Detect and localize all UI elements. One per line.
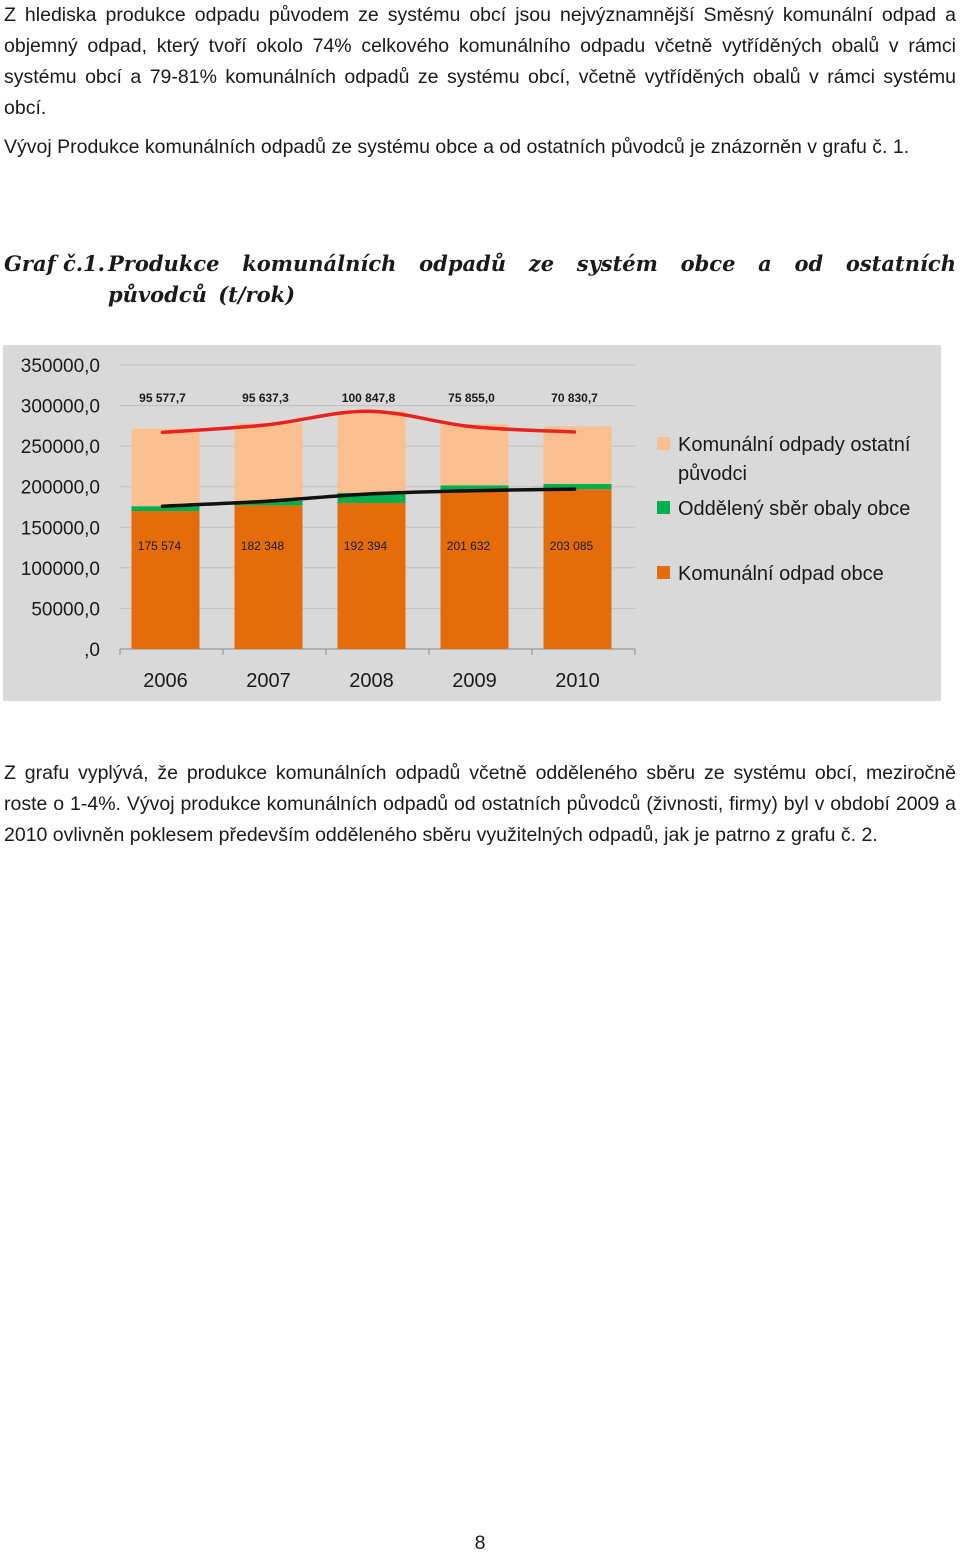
legend-swatch: [657, 437, 670, 450]
chart-caption: [4, 248, 956, 310]
legend-label: Komunální odpady ostatní: [678, 434, 911, 456]
legend-label: Oddělený sběr obaly obce: [678, 498, 911, 520]
y-tick-label: ,0: [84, 640, 100, 661]
bar-segment: [544, 489, 612, 649]
y-tick-label: 250000,0: [20, 437, 100, 459]
conclusion-paragraph: Z grafu vyplývá, že produkce komunálních odpadů včetně odděleného sběru ze systému obcí, meziročně roste o 1-4%. Vývoj produkce komunálních odpadů od ostatních původců (živnosti, firmy) byl v období 2009 a 2010 ovlivněn poklesem především odděleného sběru využitelných odpadů, jak je patrno z grafu č. 2.: [4, 762, 956, 846]
bar-segment: [235, 423, 303, 501]
legend-swatch: [657, 566, 670, 579]
data-label-top: 95 637,3: [242, 391, 289, 405]
legend-label: Komunální odpad obce: [678, 563, 884, 585]
x-tick-label: 2006: [143, 670, 188, 692]
bar-segment: [338, 411, 406, 493]
data-label-top: 70 830,7: [551, 391, 598, 405]
y-tick-label: 150000,0: [20, 518, 100, 540]
chart-caption-text: Produkce komunálních odpadů ze systém obce a od ostatních původců (t/rok): [108, 251, 956, 307]
data-label-middle: 201 632: [446, 539, 491, 553]
bar-segment: [132, 511, 200, 649]
data-label-middle: 182 348: [240, 539, 285, 553]
intro-paragraph: Z hlediska produkce odpadu původem ze systému obcí jsou nejvýznamnější Směsný komunální odpad a objemný odpad, který tvoří okolo 74% celkového komunálního odpadu včetně vytříděných obalů v rámci systému obcí a 79-81% komunálních odpadů ze systému obcí, včetně vytříděných obalů v rámci systému obcí.: [4, 4, 956, 119]
y-tick-label: 100000,0: [20, 558, 100, 580]
x-tick-label: 2008: [349, 670, 394, 692]
chart-svg: [3, 345, 941, 701]
data-label-top: 75 855,0: [448, 391, 495, 405]
x-tick-label: 2009: [452, 670, 497, 692]
bar-segment: [441, 424, 509, 486]
x-tick-label: 2007: [246, 670, 291, 692]
waste-production-chart: [3, 345, 941, 701]
chart-reference-paragraph: Vývoj Produkce komunálních odpadů ze systému obce a od ostatních původců je znázorněn v grafu č. 1.: [4, 136, 910, 158]
data-label-top: 95 577,7: [139, 391, 186, 405]
chart-caption-label: Graf č.1.: [4, 251, 105, 276]
y-tick-label: 50000,0: [31, 599, 100, 621]
bar-segment: [338, 503, 406, 649]
y-tick-label: 200000,0: [20, 477, 100, 499]
data-label-middle: 192 394: [343, 539, 388, 553]
y-tick-label: 300000,0: [20, 396, 100, 418]
bar-segment: [544, 426, 612, 483]
legend-label: původci: [678, 463, 747, 485]
legend-swatch: [657, 501, 670, 514]
data-label-middle: 175 574: [137, 539, 182, 553]
x-tick-label: 2010: [555, 670, 600, 692]
bar-segment: [235, 505, 303, 649]
y-tick-label: 350000,0: [20, 356, 100, 377]
page-number: 8: [474, 1532, 486, 1554]
data-label-middle: 203 085: [549, 539, 594, 553]
bar-segment: [441, 491, 509, 649]
bar-segment: [132, 429, 200, 506]
data-label-top: 100 847,8: [341, 391, 396, 405]
